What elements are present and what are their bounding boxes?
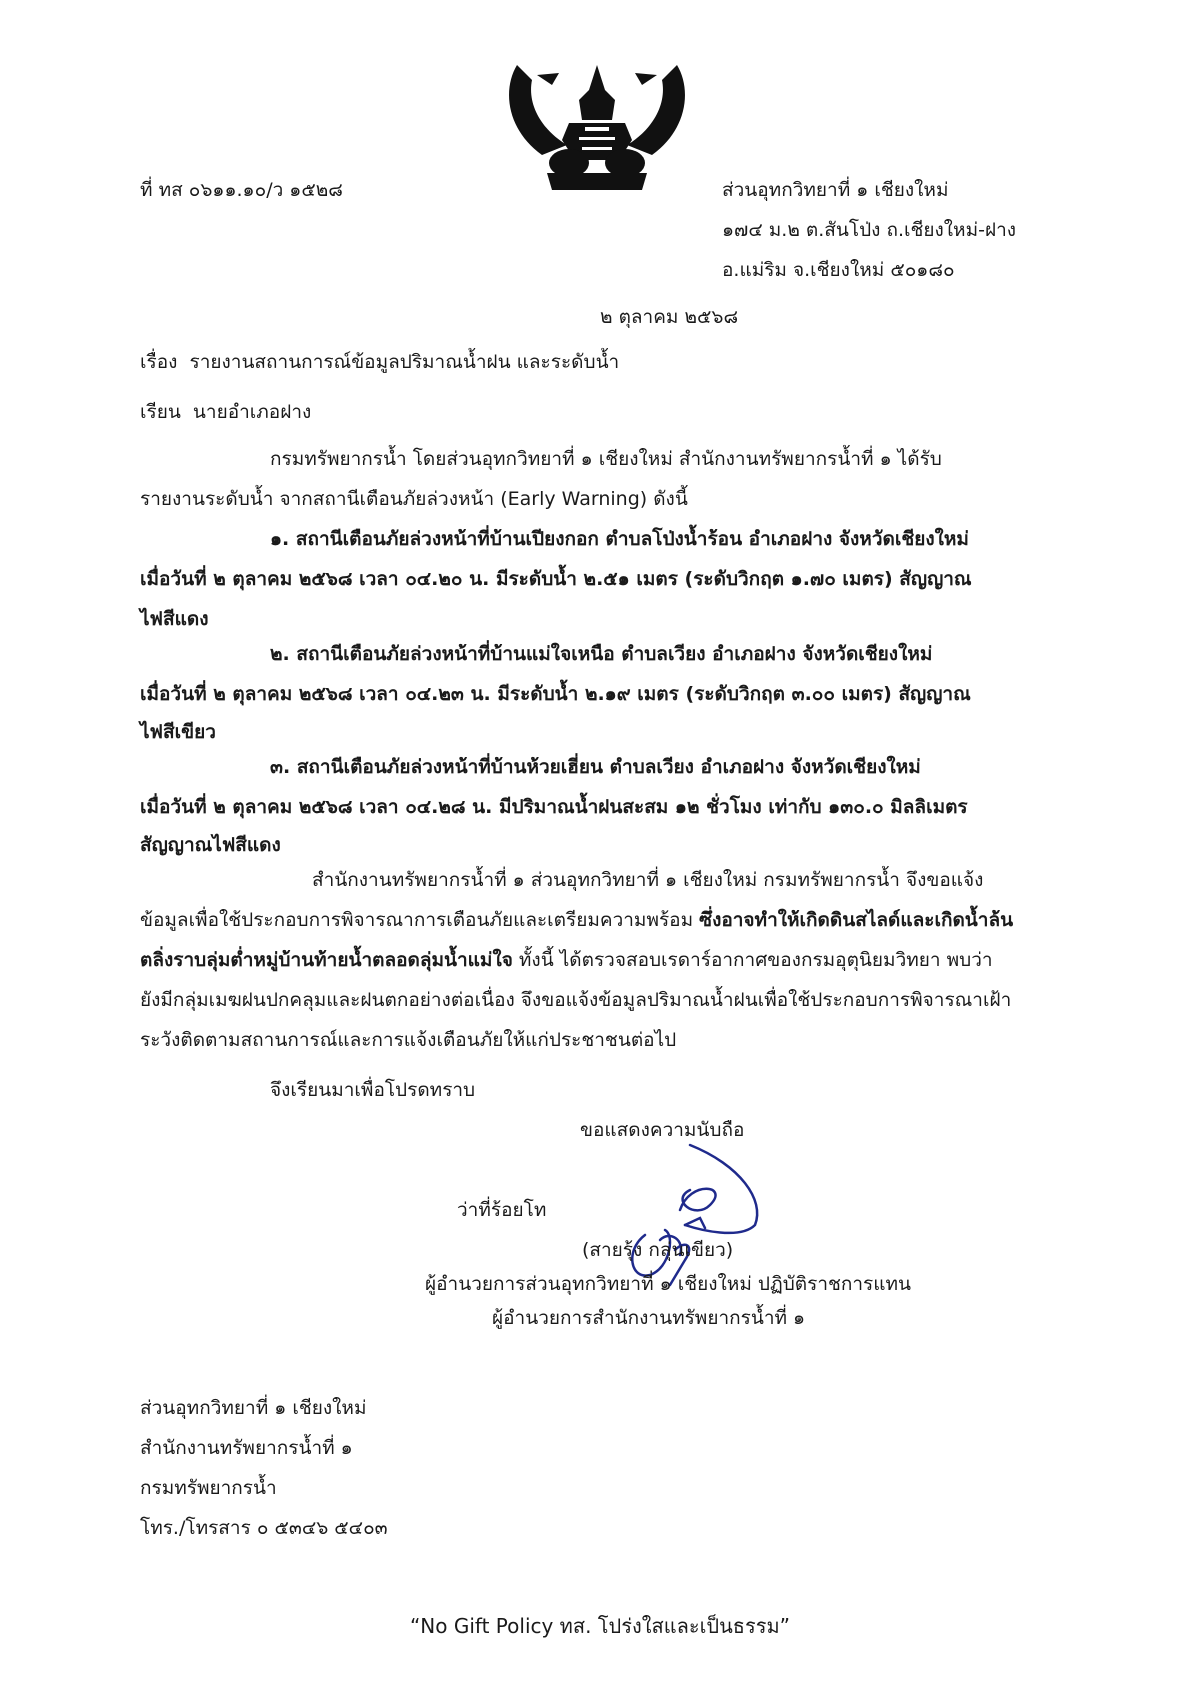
station-item-3-line-1: ๓. สถานีเตือนภัยล่วงหน้าที่บ้านห้วยเฮี่ยน ตำบลเวียง อำเภอฝาง จังหวัดเชียงใหม่ [270, 756, 921, 778]
subject-line [140, 350, 619, 374]
station-item-3-line-2: เมื่อวันที่ ๒ ตุลาคม ๒๕๖๘ เวลา ๐๔.๒๘ น. มีปริมาณน้ำฝนสะสม ๑๒ ชั่วโมง เท่ากับ ๑๓๐.๐ มิลลิเมตร [140, 796, 968, 818]
closing-para-line-2-normal: ข้อมูลเพื่อใช้ประกอบการพิจารณาการเตือนภัยและเตรียมความพร้อม [140, 909, 694, 931]
closing-para-line-2-bold: ซึ่งอาจทำให้เกิดดินสไลด์และเกิดน้ำล้น [699, 909, 1014, 931]
sender-address-line: ๑๗๔ ม.๒ ต.สันโป่ง ถ.เชียงใหม่-ฝาง [722, 219, 1017, 241]
closing-statement: จึงเรียนมาเพื่อโปรดทราบ [270, 1079, 476, 1101]
footer-phone-fax: โทร./โทรสาร ๐ ๕๓๔๖ ๕๔๐๓ [140, 1517, 388, 1539]
footer-contact-line: กรมทรัพยากรน้ำ [140, 1477, 277, 1499]
intro-line-2: รายงานระดับน้ำ จากสถานีเตือนภัยล่วงหน้า (Early Warning) ดังนี้ [140, 488, 688, 510]
sender-address-line: ส่วนอุทกวิทยาที่ ๑ เชียงใหม่ [722, 179, 949, 201]
station-item-1-line-3: ไฟสีแดง [140, 608, 209, 630]
handwritten-signature-icon [590, 1140, 790, 1290]
reference-number: ที่ ทส ๐๖๑๑.๑๐/ว ๑๕๒๘ [140, 179, 343, 201]
footer-contact-line: สำนักงานทรัพยากรน้ำที่ ๑ [140, 1437, 353, 1459]
station-item-3-line-3: สัญญาณไฟสีแดง [140, 834, 281, 856]
closing-para-line-3-normal: ทั้งนี้ ได้ตรวจสอบเรดาร์อากาศของกรมอุตุนิยมวิทยา พบว่า [518, 949, 993, 971]
signatory-rank: ว่าที่ร้อยโท [457, 1199, 547, 1221]
subject-label: เรื่อง [140, 351, 178, 373]
station-item-2-line-3: ไฟสีเขียว [140, 721, 216, 743]
subject-text: รายงานสถานการณ์ข้อมูลปริมาณน้ำฝน และระดับน้ำ [189, 351, 620, 373]
closing-para-line-3-bold: ตลิ่งราบลุ่มต่ำหมู่บ้านท้ายน้ำตลอดลุ่มน้ำแม่ใจ [140, 949, 513, 971]
signatory-position-line-2: ผู้อำนวยการสำนักงานทรัพยากรน้ำที่ ๑ [492, 1307, 806, 1329]
garuda-emblem-icon [497, 45, 697, 190]
station-item-1-line-2: เมื่อวันที่ ๒ ตุลาคม ๒๕๖๘ เวลา ๐๔.๒๐ น. มีระดับน้ำ ๒.๕๑ เมตร (ระดับวิกฤต ๑.๗๐ เมตร) สัญญาณ [140, 568, 972, 590]
closing-para-line-3 [140, 948, 993, 972]
addressee-text: นายอำเภอฝาง [192, 401, 312, 423]
addressee-line [140, 400, 311, 424]
no-gift-policy-quote: “No Gift Policy ทส. โปร่งใสและเป็นธรรม” [409, 1614, 791, 1638]
addressee-label: เรียน [140, 401, 181, 423]
letter-date: ๒ ตุลาคม ๒๕๖๘ [600, 306, 739, 328]
closing-para-line-2 [140, 908, 1013, 932]
salutation: ขอแสดงความนับถือ [580, 1119, 745, 1141]
closing-para-line-4: ยังมีกลุ่มเมฆฝนปกคลุมและฝนตกอย่างต่อเนื่อง จึงขอแจ้งข้อมูลปริมาณน้ำฝนเพื่อใช้ประกอบการพิจารณาเฝ้า [140, 989, 1012, 1011]
sender-address-line: อ.แม่ริม จ.เชียงใหม่ ๕๐๑๘๐ [722, 259, 955, 281]
station-item-2-line-2: เมื่อวันที่ ๒ ตุลาคม ๒๕๖๘ เวลา ๐๔.๒๓ น. มีระดับน้ำ ๒.๑๙ เมตร (ระดับวิกฤต ๓.๐๐ เมตร) สัญญาณ [140, 683, 971, 705]
closing-para-line-1: สำนักงานทรัพยากรน้ำที่ ๑ ส่วนอุทกวิทยาที่ ๑ เชียงใหม่ กรมทรัพยากรน้ำ จึงขอแจ้ง [312, 869, 984, 891]
closing-para-line-5: ระวังติดตามสถานการณ์และการแจ้งเตือนภัยให้แก่ประชาชนต่อไป [140, 1029, 677, 1051]
station-item-1-line-1: ๑. สถานีเตือนภัยล่วงหน้าที่บ้านเปียงกอก ตำบลโป่งน้ำร้อน อำเภอฝาง จังหวัดเชียงใหม่ [270, 528, 969, 550]
intro-line-1: กรมทรัพยากรน้ำ โดยส่วนอุทกวิทยาที่ ๑ เชียงใหม่ สำนักงานทรัพยากรน้ำที่ ๑ ได้รับ [270, 448, 942, 470]
signatory-position-line-1: ผู้อำนวยการส่วนอุทกวิทยาที่ ๑ เชียงใหม่ ปฏิบัติราชการแทน [425, 1273, 912, 1295]
footer-contact-line: ส่วนอุทกวิทยาที่ ๑ เชียงใหม่ [140, 1397, 367, 1419]
signatory-name: (สายรุ้ง กลุ่นเขียว) [582, 1239, 734, 1261]
station-item-2-line-1: ๒. สถานีเตือนภัยล่วงหน้าที่บ้านแม่ใจเหนือ ตำบลเวียง อำเภอฝาง จังหวัดเชียงใหม่ [270, 643, 933, 665]
